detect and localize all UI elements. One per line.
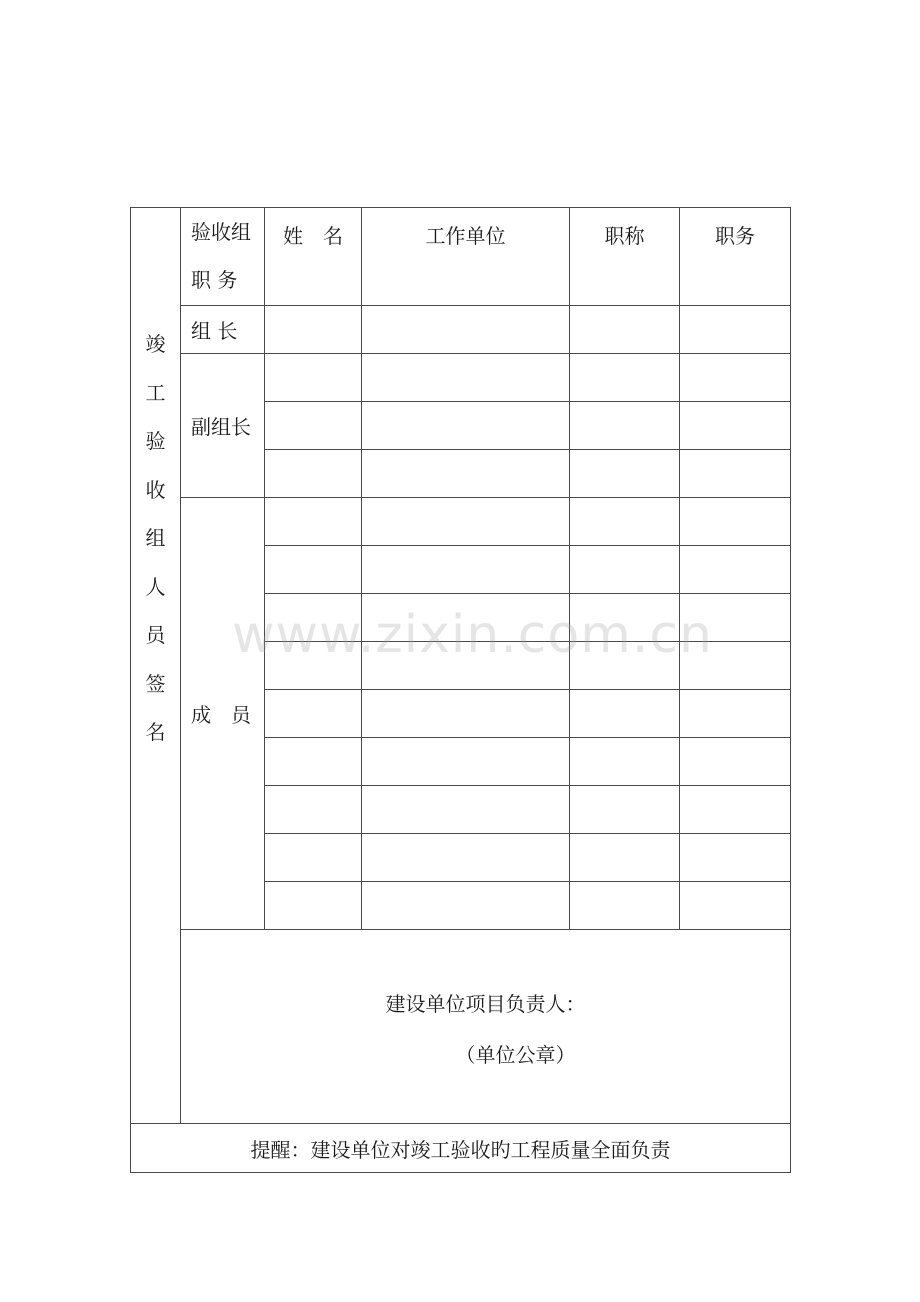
unit-cell[interactable] bbox=[362, 450, 570, 498]
position-cell[interactable] bbox=[680, 882, 791, 930]
reminder-note: 提醒：建设单位对竣工验收旳工程质量全面负责 bbox=[131, 1124, 791, 1173]
title-cell[interactable] bbox=[570, 834, 680, 882]
unit-seal-label: （单位公章） bbox=[455, 1043, 576, 1067]
name-cell[interactable] bbox=[265, 546, 362, 594]
position-cell[interactable] bbox=[680, 306, 791, 354]
title-cell[interactable] bbox=[570, 738, 680, 786]
side-char: 验 bbox=[145, 429, 166, 453]
title-cell[interactable] bbox=[570, 642, 680, 690]
position-cell[interactable] bbox=[680, 546, 791, 594]
unit-header: 工作单位 bbox=[362, 208, 570, 306]
title-cell[interactable] bbox=[570, 402, 680, 450]
name-cell[interactable] bbox=[265, 738, 362, 786]
side-char: 工 bbox=[145, 380, 166, 405]
unit-cell[interactable] bbox=[362, 642, 570, 690]
name-cell[interactable] bbox=[265, 306, 362, 354]
unit-cell[interactable] bbox=[362, 882, 570, 930]
name-cell[interactable] bbox=[265, 594, 362, 642]
side-char: 名 bbox=[145, 720, 166, 744]
title-cell[interactable] bbox=[570, 786, 680, 834]
title-cell[interactable] bbox=[570, 354, 680, 402]
role-leader: 组 长 bbox=[181, 306, 265, 354]
position-cell[interactable] bbox=[680, 834, 791, 882]
unit-cell[interactable] bbox=[362, 306, 570, 354]
name-cell[interactable] bbox=[265, 354, 362, 402]
title-header: 职称 bbox=[570, 208, 680, 306]
unit-cell[interactable] bbox=[362, 738, 570, 786]
title-cell[interactable] bbox=[570, 882, 680, 930]
position-cell[interactable] bbox=[680, 738, 791, 786]
title-cell[interactable] bbox=[570, 306, 680, 354]
title-cell[interactable] bbox=[570, 594, 680, 642]
title-cell[interactable] bbox=[570, 450, 680, 498]
unit-cell[interactable] bbox=[362, 834, 570, 882]
side-char: 收 bbox=[145, 477, 166, 502]
role-header-line2: 职 务 bbox=[191, 268, 238, 292]
name-cell[interactable] bbox=[265, 498, 362, 546]
position-cell[interactable] bbox=[680, 450, 791, 498]
name-header: 姓 名 bbox=[265, 208, 362, 306]
signature-area[interactable] bbox=[181, 930, 791, 1124]
position-cell[interactable] bbox=[680, 594, 791, 642]
unit-cell[interactable] bbox=[362, 690, 570, 738]
side-char: 组 bbox=[145, 526, 166, 550]
position-cell[interactable] bbox=[680, 354, 791, 402]
name-cell[interactable] bbox=[265, 786, 362, 834]
side-char: 签 bbox=[145, 671, 166, 696]
name-cell[interactable] bbox=[265, 642, 362, 690]
name-cell[interactable] bbox=[265, 882, 362, 930]
role-header-line1: 验收组 bbox=[191, 220, 251, 244]
position-cell[interactable] bbox=[680, 690, 791, 738]
side-char: 人 bbox=[145, 574, 166, 599]
title-cell[interactable] bbox=[570, 690, 680, 738]
acceptance-team-table bbox=[130, 207, 791, 1173]
title-cell[interactable] bbox=[570, 498, 680, 546]
name-cell[interactable] bbox=[265, 402, 362, 450]
name-cell[interactable] bbox=[265, 690, 362, 738]
side-label bbox=[131, 208, 181, 1124]
side-char: 竣 bbox=[145, 332, 166, 356]
name-cell[interactable] bbox=[265, 834, 362, 882]
position-cell[interactable] bbox=[680, 642, 791, 690]
position-cell[interactable] bbox=[680, 498, 791, 546]
position-header: 职务 bbox=[680, 208, 791, 306]
unit-cell[interactable] bbox=[362, 594, 570, 642]
unit-cell[interactable] bbox=[362, 402, 570, 450]
name-cell[interactable] bbox=[265, 450, 362, 498]
watermark: www.zixin.com.cn bbox=[232, 605, 713, 665]
role-header bbox=[181, 208, 265, 306]
unit-cell[interactable] bbox=[362, 498, 570, 546]
position-cell[interactable] bbox=[680, 402, 791, 450]
project-leader-label: 建设单位项目负责人： bbox=[385, 992, 586, 1016]
position-cell[interactable] bbox=[680, 786, 791, 834]
unit-cell[interactable] bbox=[362, 786, 570, 834]
unit-cell[interactable] bbox=[362, 546, 570, 594]
role-member: 成 员 bbox=[181, 498, 265, 930]
title-cell[interactable] bbox=[570, 546, 680, 594]
role-deputy: 副组长 bbox=[181, 354, 265, 498]
unit-cell[interactable] bbox=[362, 354, 570, 402]
side-char: 员 bbox=[145, 623, 166, 647]
